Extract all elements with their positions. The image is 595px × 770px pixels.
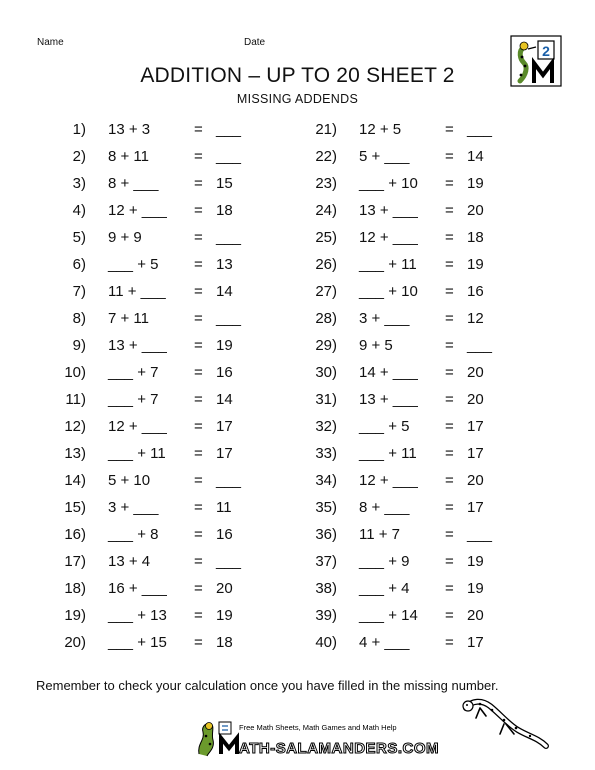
problem-expression: ___ + 10 bbox=[359, 283, 418, 300]
problem-row bbox=[46, 602, 306, 629]
problem-row bbox=[297, 224, 557, 251]
equals-sign: = bbox=[445, 175, 454, 192]
problem-number: 12) bbox=[64, 418, 86, 435]
problem-number: 35) bbox=[315, 499, 337, 516]
problem-number: 21) bbox=[315, 121, 337, 138]
problem-expression: ___ + 15 bbox=[108, 634, 167, 651]
problem-answer: 17 bbox=[467, 499, 484, 516]
equals-sign: = bbox=[445, 445, 454, 462]
problem-row bbox=[46, 170, 306, 197]
problem-row bbox=[46, 548, 306, 575]
problem-number: 31) bbox=[315, 391, 337, 408]
problem-expression: 8 + ___ bbox=[108, 175, 159, 192]
problem-number: 6) bbox=[72, 256, 86, 273]
problem-number: 32) bbox=[315, 418, 337, 435]
equals-sign: = bbox=[445, 148, 454, 165]
problem-number: 10) bbox=[64, 364, 86, 381]
problem-answer: 17 bbox=[216, 445, 233, 462]
problem-row bbox=[46, 494, 306, 521]
problem-expression: 13 + 3 bbox=[108, 121, 151, 138]
equals-sign: = bbox=[445, 499, 454, 516]
problem-row bbox=[297, 305, 557, 332]
problem-row bbox=[297, 170, 557, 197]
problem-expression: 3 + ___ bbox=[108, 499, 159, 516]
badge-number: 2 bbox=[542, 43, 550, 59]
equals-sign: = bbox=[194, 634, 203, 651]
problem-answer: 16 bbox=[467, 283, 484, 300]
problem-answer: 18 bbox=[216, 202, 233, 219]
problem-answer: 18 bbox=[216, 634, 233, 651]
problem-number: 40) bbox=[315, 634, 337, 651]
problem-number: 2) bbox=[72, 148, 86, 165]
problem-row bbox=[46, 116, 306, 143]
problem-answer: ___ bbox=[216, 229, 242, 246]
equals-sign: = bbox=[445, 256, 454, 273]
problem-number: 26) bbox=[315, 256, 337, 273]
equals-sign: = bbox=[445, 229, 454, 246]
problem-number: 1) bbox=[72, 121, 86, 138]
problem-answer: 20 bbox=[467, 391, 484, 408]
equals-sign: = bbox=[445, 634, 454, 651]
problem-answer: 14 bbox=[216, 391, 233, 408]
problem-row bbox=[297, 440, 557, 467]
equals-sign: = bbox=[445, 364, 454, 381]
problem-expression: ___ + 7 bbox=[108, 391, 159, 408]
problem-row bbox=[297, 548, 557, 575]
problem-answer: ___ bbox=[216, 310, 242, 327]
problem-column-left bbox=[46, 116, 306, 656]
equals-sign: = bbox=[194, 418, 203, 435]
problem-column-right bbox=[297, 116, 557, 656]
problem-expression: 8 + ___ bbox=[359, 499, 410, 516]
problem-number: 36) bbox=[315, 526, 337, 543]
problem-row bbox=[297, 467, 557, 494]
problem-expression: 9 + 9 bbox=[108, 229, 142, 246]
problem-number: 27) bbox=[315, 283, 337, 300]
problem-row bbox=[297, 278, 557, 305]
problem-row bbox=[297, 575, 557, 602]
problem-answer: 20 bbox=[467, 202, 484, 219]
problem-expression: 13 + ___ bbox=[108, 337, 167, 354]
equals-sign: = bbox=[445, 607, 454, 624]
problem-expression: 9 + 5 bbox=[359, 337, 393, 354]
problem-row bbox=[46, 359, 306, 386]
problem-answer: 15 bbox=[216, 175, 233, 192]
problem-number: 29) bbox=[315, 337, 337, 354]
equals-sign: = bbox=[194, 121, 203, 138]
problem-answer: 11 bbox=[216, 499, 232, 516]
problem-number: 28) bbox=[315, 310, 337, 327]
problem-answer: 17 bbox=[467, 634, 484, 651]
problem-row bbox=[46, 224, 306, 251]
problem-expression: ___ + 13 bbox=[108, 607, 167, 624]
problem-expression: 12 + 5 bbox=[359, 121, 402, 138]
problem-row bbox=[297, 116, 557, 143]
problem-answer: 12 bbox=[467, 310, 484, 327]
equals-sign: = bbox=[194, 229, 203, 246]
equals-sign: = bbox=[194, 175, 203, 192]
problem-expression: ___ + 7 bbox=[108, 364, 159, 381]
problem-expression: 14 + ___ bbox=[359, 364, 418, 381]
equals-sign: = bbox=[445, 553, 454, 570]
page-title: ADDITION – UP TO 20 SHEET 2 bbox=[140, 64, 455, 87]
problem-number: 33) bbox=[315, 445, 337, 462]
problem-number: 17) bbox=[64, 553, 86, 570]
problem-row bbox=[46, 467, 306, 494]
problem-answer: ___ bbox=[467, 337, 493, 354]
problem-row bbox=[46, 440, 306, 467]
problem-answer: 20 bbox=[467, 364, 484, 381]
problem-answer: 19 bbox=[467, 580, 484, 597]
equals-sign: = bbox=[445, 418, 454, 435]
problem-number: 5) bbox=[72, 229, 86, 246]
equals-sign: = bbox=[194, 310, 203, 327]
problem-number: 30) bbox=[315, 364, 337, 381]
problem-answer: 13 bbox=[216, 256, 233, 273]
problem-row bbox=[297, 197, 557, 224]
salamander-icon bbox=[458, 694, 550, 752]
equals-sign: = bbox=[445, 310, 454, 327]
equals-sign: = bbox=[445, 472, 454, 489]
problem-answer: 18 bbox=[467, 229, 484, 246]
problem-number: 22) bbox=[315, 148, 337, 165]
equals-sign: = bbox=[194, 202, 203, 219]
equals-sign: = bbox=[194, 580, 203, 597]
problem-row bbox=[46, 197, 306, 224]
problem-number: 37) bbox=[315, 553, 337, 570]
problem-answer: ___ bbox=[467, 121, 493, 138]
problem-answer: 19 bbox=[467, 256, 484, 273]
problem-number: 18) bbox=[64, 580, 86, 597]
problem-number: 3) bbox=[72, 175, 86, 192]
problem-row bbox=[297, 494, 557, 521]
problem-number: 39) bbox=[315, 607, 337, 624]
problem-expression: 12 + ___ bbox=[108, 418, 167, 435]
problem-number: 16) bbox=[64, 526, 86, 543]
problem-expression: ___ + 11 bbox=[359, 256, 417, 273]
problem-answer: 20 bbox=[216, 580, 233, 597]
problem-row bbox=[297, 143, 557, 170]
problem-expression: ___ + 9 bbox=[359, 553, 410, 570]
problem-expression: 11 + ___ bbox=[108, 283, 166, 300]
problem-row bbox=[297, 359, 557, 386]
problem-number: 4) bbox=[72, 202, 86, 219]
equals-sign: = bbox=[445, 202, 454, 219]
equals-sign: = bbox=[445, 283, 454, 300]
problem-number: 13) bbox=[64, 445, 86, 462]
problem-number: 9) bbox=[72, 337, 86, 354]
math-salamanders-footer-logo bbox=[195, 718, 445, 758]
equals-sign: = bbox=[194, 526, 203, 543]
equals-sign: = bbox=[194, 607, 203, 624]
problem-expression: 3 + ___ bbox=[359, 310, 410, 327]
equals-sign: = bbox=[194, 472, 203, 489]
problem-row bbox=[46, 386, 306, 413]
problem-row bbox=[297, 413, 557, 440]
problem-number: 25) bbox=[315, 229, 337, 246]
problem-number: 14) bbox=[64, 472, 86, 489]
problem-row bbox=[46, 278, 306, 305]
equals-sign: = bbox=[194, 337, 203, 354]
problem-number: 34) bbox=[315, 472, 337, 489]
problem-answer: 17 bbox=[467, 445, 484, 462]
problem-row bbox=[46, 143, 306, 170]
problem-number: 11) bbox=[65, 391, 86, 408]
problem-row bbox=[297, 629, 557, 656]
problem-expression: ___ + 4 bbox=[359, 580, 410, 597]
problem-expression: 12 + ___ bbox=[359, 472, 418, 489]
name-label: Name bbox=[37, 37, 64, 48]
problem-row bbox=[297, 332, 557, 359]
problem-answer: 20 bbox=[467, 607, 484, 624]
problem-answer: 19 bbox=[467, 553, 484, 570]
problem-answer: 19 bbox=[216, 607, 233, 624]
problem-row bbox=[297, 386, 557, 413]
problem-answer: 14 bbox=[467, 148, 484, 165]
footer-site-name: ATH-SALAMANDERS.COM bbox=[239, 740, 440, 757]
footer-tagline: Free Math Sheets, Math Games and Math Help bbox=[239, 723, 397, 732]
problem-row bbox=[46, 251, 306, 278]
problem-row bbox=[297, 521, 557, 548]
problem-expression: 12 + ___ bbox=[359, 229, 418, 246]
problem-answer: 16 bbox=[216, 526, 233, 543]
date-label: Date bbox=[244, 37, 266, 48]
problem-row bbox=[297, 602, 557, 629]
equals-sign: = bbox=[445, 580, 454, 597]
problem-answer: 16 bbox=[216, 364, 233, 381]
problem-expression: ___ + 8 bbox=[108, 526, 159, 543]
equals-sign: = bbox=[194, 148, 203, 165]
problem-row bbox=[46, 332, 306, 359]
equals-sign: = bbox=[194, 391, 203, 408]
equals-sign: = bbox=[194, 553, 203, 570]
equals-sign: = bbox=[445, 121, 454, 138]
equals-sign: = bbox=[194, 256, 203, 273]
problem-row bbox=[46, 521, 306, 548]
problem-number: 24) bbox=[315, 202, 337, 219]
problem-answer: 19 bbox=[216, 337, 233, 354]
problem-expression: 16 + ___ bbox=[108, 580, 167, 597]
problem-expression: ___ + 14 bbox=[359, 607, 418, 624]
problem-answer: ___ bbox=[216, 553, 242, 570]
problem-answer: 20 bbox=[467, 472, 484, 489]
problem-expression: 5 + ___ bbox=[359, 148, 410, 165]
problem-answer: 17 bbox=[216, 418, 233, 435]
problem-answer: ___ bbox=[467, 526, 493, 543]
equals-sign: = bbox=[194, 499, 203, 516]
problem-number: 7) bbox=[72, 283, 86, 300]
problem-expression: 4 + ___ bbox=[359, 634, 410, 651]
problem-row bbox=[46, 629, 306, 656]
equals-sign: = bbox=[194, 445, 203, 462]
problem-number: 38) bbox=[315, 580, 337, 597]
equals-sign: = bbox=[445, 391, 454, 408]
problem-row bbox=[46, 413, 306, 440]
problem-expression: 7 + 11 bbox=[108, 310, 150, 327]
problem-expression: 12 + ___ bbox=[108, 202, 167, 219]
problem-number: 19) bbox=[64, 607, 86, 624]
problem-row bbox=[297, 251, 557, 278]
equals-sign: = bbox=[194, 283, 203, 300]
problem-expression: ___ + 10 bbox=[359, 175, 418, 192]
problem-answer: 19 bbox=[467, 175, 484, 192]
problem-answer: ___ bbox=[216, 148, 242, 165]
problem-number: 8) bbox=[72, 310, 86, 327]
problem-expression: 13 + ___ bbox=[359, 202, 418, 219]
problem-expression: ___ + 11 bbox=[359, 445, 417, 462]
problem-expression: 11 + 7 bbox=[359, 526, 401, 543]
problem-answer: 17 bbox=[467, 418, 484, 435]
problem-number: 15) bbox=[64, 499, 86, 516]
reminder-text: Remember to check your calculation once you have filled in the missing number. bbox=[36, 678, 499, 693]
problem-expression: 13 + 4 bbox=[108, 553, 151, 570]
problem-row bbox=[46, 575, 306, 602]
problem-expression: 8 + 11 bbox=[108, 148, 150, 165]
problem-expression: 5 + 10 bbox=[108, 472, 151, 489]
page-subtitle: MISSING ADDENDS bbox=[236, 92, 359, 106]
problem-row bbox=[46, 305, 306, 332]
problem-answer: ___ bbox=[216, 472, 242, 489]
equals-sign: = bbox=[194, 364, 203, 381]
problem-number: 20) bbox=[64, 634, 86, 651]
problem-answer: 14 bbox=[216, 283, 233, 300]
equals-sign: = bbox=[445, 337, 454, 354]
problem-answer: ___ bbox=[216, 121, 242, 138]
problem-expression: 13 + ___ bbox=[359, 391, 418, 408]
problem-expression: ___ + 5 bbox=[108, 256, 159, 273]
problem-expression: ___ + 11 bbox=[108, 445, 166, 462]
problem-number: 23) bbox=[315, 175, 337, 192]
problem-expression: ___ + 5 bbox=[359, 418, 410, 435]
equals-sign: = bbox=[445, 526, 454, 543]
